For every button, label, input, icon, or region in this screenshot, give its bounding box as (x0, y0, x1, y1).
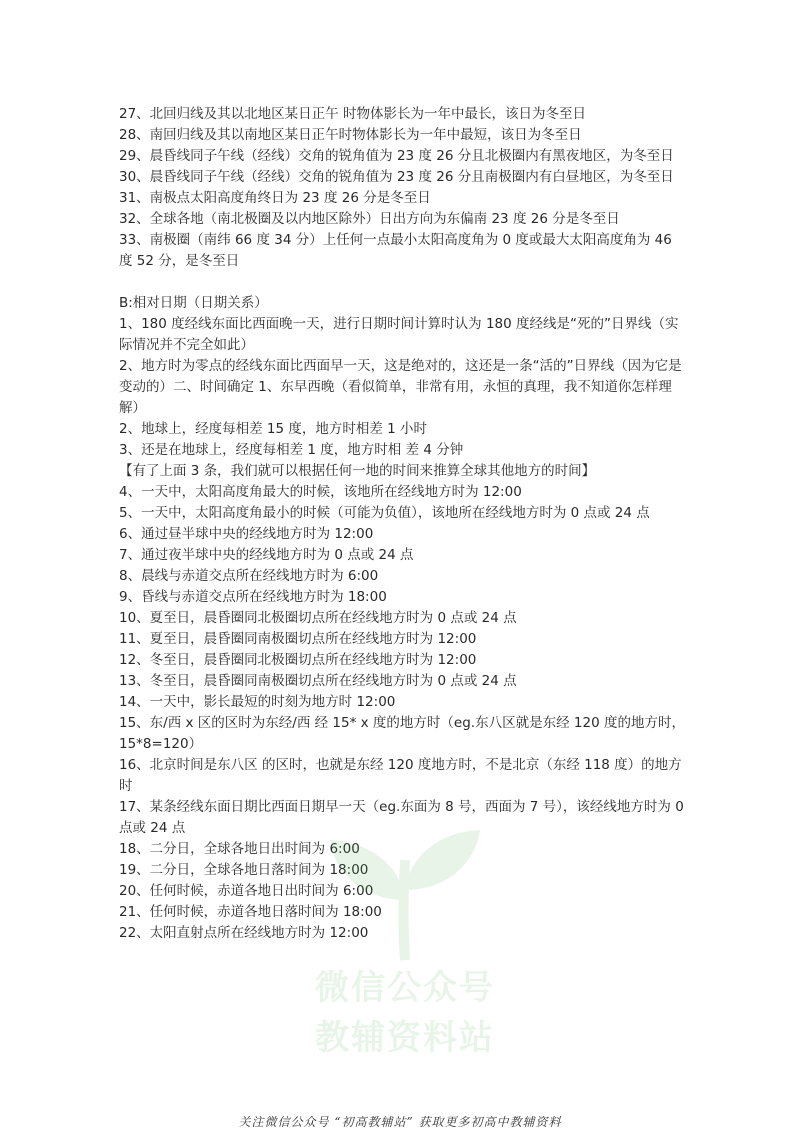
list-item: 11、夏至日，晨昏圈同南极圈切点所在经线地方时为 12:00 (119, 631, 477, 647)
list-item: 12、冬至日，晨昏圈同北极圈切点所在经线地方时为 12:00 (119, 652, 477, 668)
list-item: 6、通过昼半球中央的经线地方时为 12:00 (119, 526, 374, 542)
page-footer: 关注微信公众号 “初高教辅站” 获取更多初高中教辅资料 (238, 1115, 562, 1129)
list-item: 2、地方时为零点的经线东面比西面早一天，这是绝对的，这还是一条“活的”日界线（因为它是变动的）二、时间确定 1、东早西晚（看似简单，非常有用，永恒的真理，我不知道你怎样理解） (119, 358, 682, 416)
list-item: 19、二分日，全球各地日落时间为 18:00 (119, 862, 369, 878)
list-item: 33、南极圈（南纬 66 度 34 分）上任何一点最小太阳高度角为 0 度或最大太阳高度角为 46 度 52 分，是冬至日 (119, 232, 677, 269)
date-relation-list (119, 314, 689, 944)
list-item: 17、某条经线东面日期比西面日期早一天（eg.东面为 8 号，西面为 7 号），该经线地方时为 0 点或 24 点 (119, 799, 689, 836)
list-item: 18、二分日，全球各地日出时间为 6:00 (119, 841, 360, 857)
list-item: 2、地球上，经度每相差 15 度，地方时相差 1 小时 (119, 421, 428, 437)
list-item: 4、一天中，太阳高度角最大的时候，该地所在经线地方时为 12:00 (119, 484, 522, 500)
list-item: 20、任何时候，赤道各地日出时间为 6:00 (119, 883, 374, 899)
document-body (119, 104, 689, 944)
watermark-line-2: 教辅资料站 (315, 1018, 495, 1058)
list-item: 22、太阳直射点所在经线地方时为 12:00 (119, 925, 369, 941)
list-item: 3、还是在地球上，经度每相差 1 度，地方时相 差 4 分钟 (119, 442, 464, 458)
list-item: 10、夏至日，晨昏圈同北极圈切点所在经线地方时为 0 点或 24 点 (119, 610, 517, 626)
section-b-title: B:相对日期（日期关系） (119, 295, 268, 311)
list-item: 【有了上面 3 条，我们就可以根据任何一地的时间来推算全球其他地方的时间】 (119, 463, 596, 479)
list-item: 30、晨昏线同子午线（经线）交角的锐角值为 23 度 26 分且南极圈内有白昼地区，为冬至日 (119, 169, 674, 185)
list-item: 7、通过夜半球中央的经线地方时为 0 点或 24 点 (119, 547, 414, 563)
list-item: 29、晨昏线同子午线（经线）交角的锐角值为 23 度 26 分且北极圈内有黑夜地区，为冬至日 (119, 148, 674, 164)
section-spacer (119, 272, 685, 293)
list-item: 21、任何时候，赤道各地日落时间为 18:00 (119, 904, 382, 920)
list-item: 15、东/西 x 区的区时为东经/西 经 15* x 度的地方时（eg.东八区就是东经 120 度的地方时，15*8=120） (119, 715, 685, 752)
list-item: 5、一天中，太阳高度角最小的时候（可能为负值），该地所在经线地方时为 0 点或 24 点 (119, 505, 650, 521)
list-item: 32、全球各地（南北极圈及以内地区除外）日出方向为东偏南 23 度 26 分是冬至日 (119, 211, 620, 227)
solstice-list (119, 104, 685, 272)
list-item: 31、南极点太阳高度角终日为 23 度 26 分是冬至日 (119, 190, 431, 206)
list-item: 27、北回归线及其以北地区某日正午 时物体影长为一年中最长，该日为冬至日 (119, 106, 586, 122)
list-item: 9、昏线与赤道交点所在经线地方时为 18:00 (119, 589, 387, 605)
list-item: 28、南回归线及其以南地区某日正午时物体影长为一年中最短，该日为冬至日 (119, 127, 582, 143)
list-item: 14、一天中，影长最短的时刻为地方时 12:00 (119, 694, 396, 710)
list-item: 13、冬至日，晨昏圈同南极圈切点所在经线地方时为 0 点或 24 点 (119, 673, 517, 689)
list-item: 8、晨线与赤道交点所在经线地方时为 6:00 (119, 568, 379, 584)
list-item: 16、北京时间是东八区 的区时，也就是东经 120 度地方时，不是北京（东经 118 度）的地方时 (119, 757, 682, 794)
list-item: 1、180 度经线东面比西面晚一天，进行日期时间计算时认为 180 度经线是“死的”日界线（实际情况并不完全如此） (119, 316, 679, 353)
watermark-line-1: 微信公众号 (315, 968, 495, 1008)
